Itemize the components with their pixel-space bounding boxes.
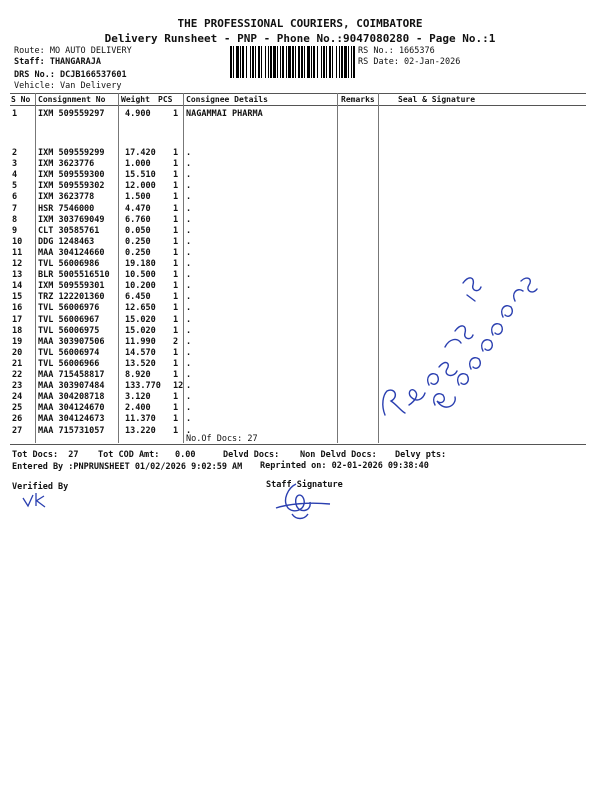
row-weight: 0.250 [125,236,151,247]
row-consignment: MAA 304124673 [38,414,105,425]
row-sno: 16 [12,303,23,314]
row-pcs: 1 [173,214,179,225]
staff-signature-mark [268,478,338,523]
row-consignee: . [186,358,192,369]
row-sno: 18 [12,325,23,336]
row-consignee: . [186,414,192,425]
row-consignment: TVL 56006966 [38,358,100,369]
row-consignee: NAGAMMAI PHARMA [186,109,263,119]
row-consignee: . [186,425,192,436]
row-sno: 17 [12,314,23,325]
row-consignment: IXM 509559301 [38,281,105,292]
row-sno: 5 [12,181,18,192]
row-sno: 24 [12,392,23,403]
row-pcs: 1 [173,181,179,192]
vehicle-label: Vehicle: Van Delivery [14,81,122,91]
row-consignee: . [186,325,192,336]
row-weight: 14.570 [125,347,156,358]
row-consignee: . [186,381,192,392]
row-consignee: . [186,170,192,181]
row-consignee: . [186,392,192,403]
row-sno: 4 [12,170,18,181]
row-consignment: IXM 509559302 [38,181,105,192]
row-consignee: . [186,259,192,269]
row-consignment: HSR 7546000 [38,203,95,214]
row-pcs: 1 [173,270,179,281]
row-weight: 15.020 [125,325,156,336]
row-pcs: 1 [173,347,179,358]
row-sno: 26 [12,414,23,425]
row-sno: 27 [12,425,23,436]
row-sno: 13 [12,270,23,281]
reprinted-on: Reprinted on: 02-01-2026 09:38:40 [260,461,429,471]
row-pcs: 1 [173,392,179,403]
row-weight: 19.180 [125,259,156,269]
row-pcs: 1 [173,292,179,303]
verified-by-label: Verified By [12,482,69,492]
entered-by: Entered By :PNPRUNSHEET 01/02/2026 9:02:59 AM [12,462,243,472]
row-consignee: . [186,270,192,281]
row-consignment: MAA 304124660 [38,247,105,258]
row-consignment: CLT 30585761 [38,225,100,236]
row-consignee: . [186,214,192,225]
row-sno: 19 [12,336,23,347]
drs-number: DRS No.: DCJB166537601 [14,70,127,80]
row-weight: 6.760 [125,214,151,225]
col-seal-signature: Seal & Signature [398,95,476,104]
row-consignment: TRZ 122201360 [38,292,105,303]
rs-number: RS No.: 1665376 [358,46,435,56]
row-weight: 13.220 [125,425,156,436]
row-weight: 12.650 [125,303,156,314]
staff-signature-label: Staff Signature [266,480,343,490]
row-weight: 3.120 [125,392,151,403]
row-consignment: IXM 303769049 [38,214,105,225]
row-weight: 0.250 [125,247,151,258]
row-weight: 15.510 [125,170,156,181]
row-consignment: MAA 715731057 [38,425,105,436]
row-consignee: . [186,192,192,203]
row-consignment: IXM 509559297 [38,109,105,119]
row-weight: 12.000 [125,181,156,192]
row-sno: 14 [12,281,23,292]
row-sno: 21 [12,358,23,369]
col-consignee: Consignee Details [186,95,268,104]
row-sno: 2 [12,148,18,158]
row-sno: 22 [12,370,23,380]
row-consignment: TVL 56006967 [38,314,100,325]
row-sno: 10 [12,236,23,247]
row-sno: 9 [12,225,18,236]
row-consignment: MAA 304124670 [38,403,105,414]
col-consignment: Consignment No [38,95,106,104]
row-consignment: BLR 5005516510 [38,270,110,281]
row-pcs: 1 [173,370,179,380]
row-sno: 25 [12,403,23,414]
col-pcs: PCS [158,95,173,104]
row-weight: 17.420 [125,148,156,158]
row-weight: 13.520 [125,358,156,369]
delvy-pts: Delvy pts: [395,450,447,460]
col-weight: Weight [121,95,150,104]
row-consignment: MAA 303907484 [38,381,105,392]
no-of-docs: No.Of Docs: 27 [186,434,258,444]
tot-cod-label: Tot COD Amt: [98,450,160,460]
row-consignee: . [186,403,192,414]
row-weight: 4.470 [125,203,151,214]
non-delvd-docs: Non Delvd Docs: [300,450,377,460]
row-pcs: 1 [173,170,179,181]
row-pcs: 1 [173,247,179,258]
row-consignee: . [186,159,192,170]
rs-date: RS Date: 02-Jan-2026 [358,57,461,67]
row-pcs: 1 [173,414,179,425]
row-consignment: TVL 56006975 [38,325,100,336]
row-consignee: . [186,181,192,192]
row-weight: 11.990 [125,336,156,347]
row-consignee: . [186,370,192,380]
company-title: THE PROFESSIONAL COURIERS, COIMBATORE [177,17,423,30]
row-consignment: TVL 56006974 [38,347,100,358]
row-pcs: 2 [173,336,179,347]
row-consignee: . [186,347,192,358]
row-sno: 23 [12,381,23,392]
row-consignment: IXM 3623778 [38,192,95,203]
barcode-image [230,46,356,78]
row-weight: 133.770 [125,381,161,392]
row-consignee: . [186,225,192,236]
handwritten-receiver-note [375,255,545,425]
row-consignment: MAA 303907506 [38,336,105,347]
col-divider [35,93,36,443]
table-bottom-rule [10,444,586,445]
runsheet-subtitle: Delivery Runsheet - PNP - Phone No.:9047080280 - Page No.:1 [104,32,496,45]
row-pcs: 12 [173,381,184,392]
row-pcs: 1 [173,425,179,436]
row-pcs: 1 [173,358,179,369]
tot-docs: Tot Docs: 27 [12,450,79,460]
row-weight: 1.000 [125,159,151,170]
staff-label: Staff: THANGARAJA [14,57,101,67]
row-pcs: 1 [173,236,179,247]
row-pcs: 1 [173,148,179,158]
row-consignment: TVL 56006986 [38,259,100,269]
row-pcs: 1 [173,325,179,336]
row-consignee: . [186,314,192,325]
row-consignee: . [186,281,192,292]
route-label: Route: MO AUTO DELIVERY [14,46,132,56]
row-consignment: MAA 304208718 [38,392,105,403]
row-weight: 6.450 [125,292,151,303]
row-sno: 1 [12,109,18,119]
row-consignment: MAA 715458817 [38,370,105,380]
verified-initials-signature [20,490,65,512]
row-sno: 6 [12,192,18,203]
col-sno: S No [11,95,31,104]
delvd-docs: Delvd Docs: [223,450,280,460]
row-consignee: . [186,203,192,214]
row-weight: 4.900 [125,109,151,119]
row-pcs: 1 [173,303,179,314]
row-sno: 20 [12,347,23,358]
row-sno: 11 [12,247,23,258]
row-weight: 2.400 [125,403,151,414]
row-pcs: 1 [173,225,179,236]
row-consignee: . [186,247,192,258]
row-consignee: . [186,236,192,247]
row-pcs: 1 [173,109,179,119]
col-divider [337,93,338,443]
row-sno: 12 [12,259,23,269]
row-pcs: 1 [173,403,179,414]
row-pcs: 1 [173,159,179,170]
row-weight: 8.920 [125,370,151,380]
table-top-rule [10,93,586,94]
row-consignee: . [186,336,192,347]
row-pcs: 1 [173,203,179,214]
table-header-rule [10,105,586,106]
row-weight: 10.200 [125,281,156,292]
row-sno: 3 [12,159,18,170]
row-consignment: IXM 509559299 [38,148,105,158]
row-consignment: IXM 3623776 [38,159,95,170]
row-sno: 15 [12,292,23,303]
row-pcs: 1 [173,192,179,203]
row-pcs: 1 [173,314,179,325]
col-divider [118,93,119,443]
row-consignment: TVL 56006976 [38,303,100,314]
row-consignee: . [186,303,192,314]
row-weight: 1.500 [125,192,151,203]
row-pcs: 1 [173,259,179,269]
row-consignment: DDG 1248463 [38,236,95,247]
row-sno: 7 [12,203,18,214]
row-consignee: . [186,292,192,303]
col-remarks: Remarks [341,95,375,104]
row-weight: 11.370 [125,414,156,425]
row-pcs: 1 [173,281,179,292]
tot-cod-value: 0.00 [175,450,196,460]
row-weight: 15.020 [125,314,156,325]
row-weight: 10.500 [125,270,156,281]
row-consignment: IXM 509559300 [38,170,105,181]
row-consignee: . [186,148,192,158]
row-weight: 0.050 [125,225,151,236]
row-sno: 8 [12,214,18,225]
